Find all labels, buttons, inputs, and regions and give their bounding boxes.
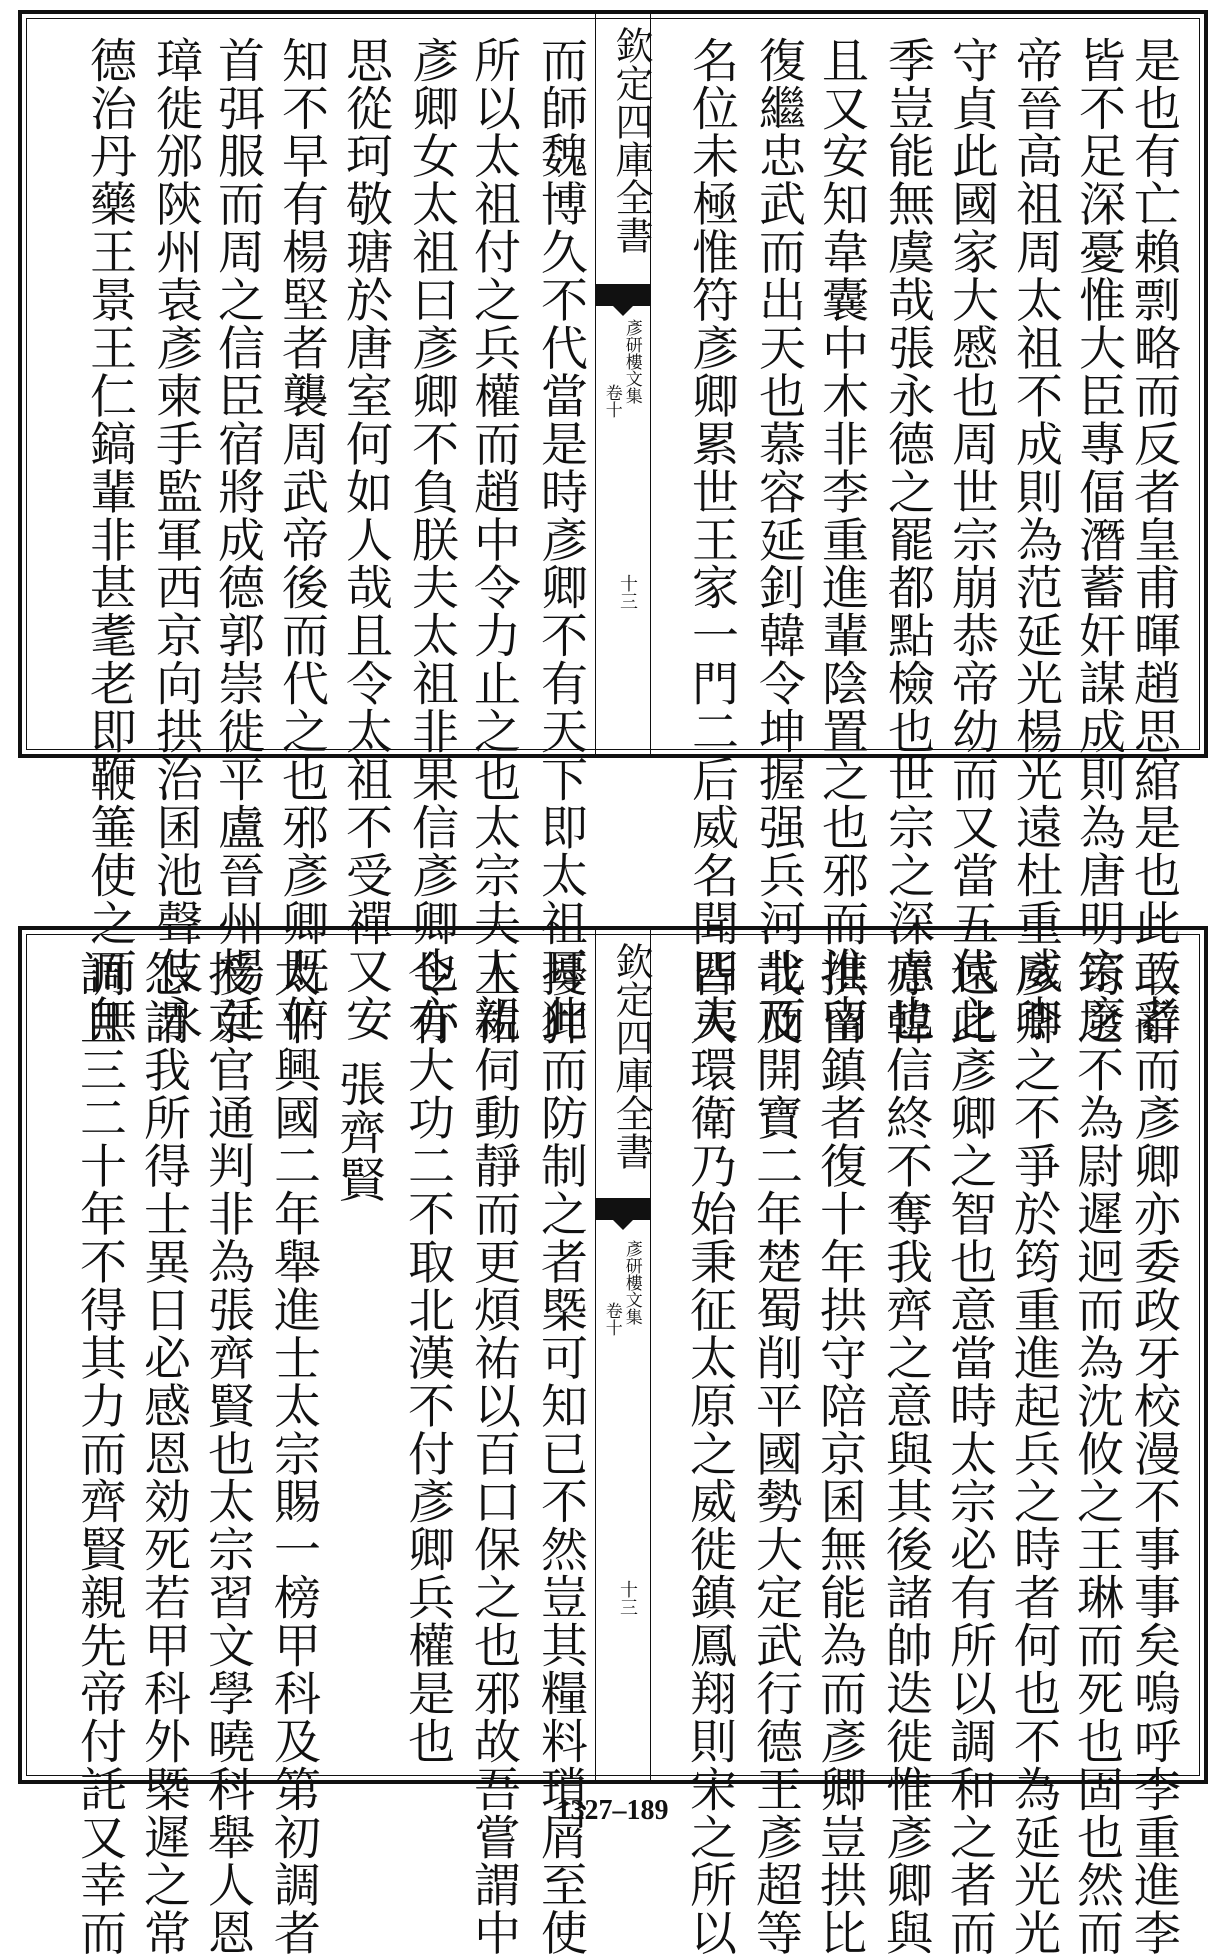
section-heading: 張齊賢 [331, 1060, 386, 1204]
text-column: 擾狎而防制之者槩可知已不然豈其糧料瑣屑至使 [533, 950, 588, 1957]
text-column: 德治丹藥王景王仁鎬輩非甚耄老即鞭箠使之而無 [82, 36, 137, 1043]
center-strip [595, 14, 651, 754]
text-column: 首弭服而周之信臣宿將成德郭崇徙平盧晉州楊廷 [210, 36, 265, 1043]
book-title: 欽定四庫全書 [609, 942, 653, 1170]
text-column: 彥卿女太祖曰彥卿不負朕夫太祖非果信彥卿也亦 [404, 36, 459, 1043]
text-column: 是也有亡賴剽略而反者皇甫暉趙思綰是也此三者 [1126, 36, 1181, 1043]
text-column: 帝晉高祖周太祖不成則為范延光楊光遠杜重威李 [1008, 36, 1063, 1043]
text-column: 思從珂敬瑭於唐室何如人哉且令太祖不受禪又安 [338, 36, 393, 1043]
fishtail-mark-top [596, 284, 650, 306]
book-name: 彥研樓文集 [621, 1240, 642, 1325]
text-column: 授京官通判非為張齊賢也太宗習文學曉科舉人恩 [200, 950, 255, 1957]
volume-label: 卷十 [601, 1302, 622, 1336]
book-title: 欽定四庫全書 [609, 26, 653, 254]
text-column: 皆不足深憂惟大臣專偪潛蓄奸謀成則為唐明宗廢 [1071, 36, 1126, 1043]
text-column: 亦韓信終不奪我齊之意與其後諸帥迭徙惟彥卿與 [878, 950, 933, 1957]
text-column: 哉及開寶二年楚蜀削平國勢大定武行德王彥超等 [748, 950, 803, 1957]
text-column: 璋徙邠陝州袁彥柬手監軍西京向拱治囷池聲伎永 [148, 36, 203, 1043]
text-column: 太平興國二年舉進士太宗賜一榜甲科及第初調者 [266, 950, 321, 1957]
text-column: 遠此彥卿之智也意當時太宗必有所以調和之者而 [942, 950, 997, 1957]
text-column: 名位未極惟符彥卿累世王家一門二后威名聞四夷 [684, 36, 739, 1043]
leaf-number: 十三 [617, 1580, 638, 1616]
text-column: 拱留鎮者復十年拱守陪京囷無能為而彥卿豈拱比 [812, 950, 867, 1957]
text-column: 怨謂我所得士異日必感恩効死若甲科外槩遲之常 [136, 950, 191, 1957]
text-column: 敢辭而彥卿亦委政牙校漫不事事矣嗚呼李重進李 [1126, 950, 1181, 1957]
book-name: 彥研樓文集 [621, 319, 642, 404]
text-column: 復繼忠武而出天也慕容延釗韓令坤握强兵河北而 [751, 36, 806, 1043]
page-footer-number: 1327–189 [556, 1795, 669, 1826]
text-column: 而師魏博久不代當是時彥卿不有天下即太祖耳此 [533, 36, 588, 1043]
text-column: 令有大功二不取北漢不付彥卿兵權是也 [400, 950, 455, 1765]
text-column: 知不早有楊堅者襲周武帝後而代之也邪彥卿既俯 [274, 36, 329, 1043]
text-column: 王祐伺動靜而更煩祐以百口保之也邪故吾嘗謂中 [466, 950, 521, 1957]
text-column: 所以太祖付之兵權而趙中令力止之也太宗夫人親 [466, 36, 521, 1043]
fishtail-mark-top [596, 1198, 650, 1220]
text-column: 調且三二十年不得其力而齊賢親先帝付託又幸而 [72, 950, 127, 1957]
text-column: 季豈能無虞哉張永德之罷都點檢也世宗之深慮也 [880, 36, 935, 1043]
center-strip [595, 930, 651, 1780]
text-column: 筠之不為尉遲迥而為沈攸之王琳而死也固也然而 [1069, 950, 1124, 1957]
text-column: 守貞此國家大慼也周世宗崩恭帝幼而又當五代之 [944, 36, 999, 1043]
text-column: 且又安知韋囊中木非李重進輩陰置之也邪而淮南 [814, 36, 869, 1043]
volume-label: 卷十 [601, 384, 622, 418]
text-column: 皆入環衛乃始秉征太原之威徙鎮鳳翔則宋之所以 [682, 950, 737, 1957]
text-column: 彥卿之不爭於筠重進起兵之時者何也不為延光光 [1006, 950, 1061, 1957]
leaf-number: 十三 [617, 574, 638, 610]
